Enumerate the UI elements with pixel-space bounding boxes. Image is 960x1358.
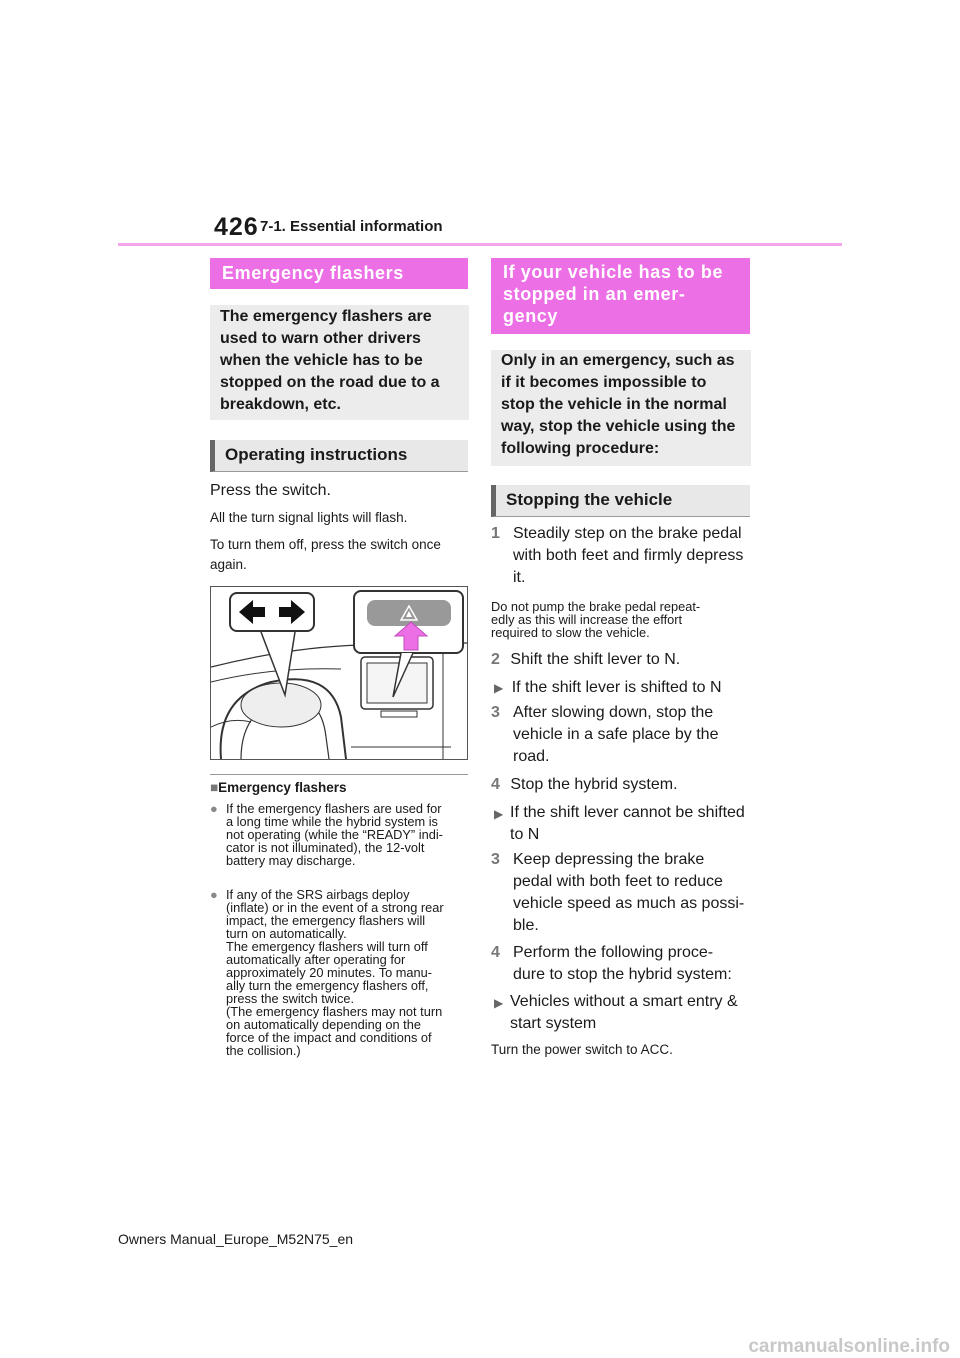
case-text: If the shift lever is shifted to N	[511, 679, 722, 696]
emergency-flashers-heading: Emergency flashers	[210, 258, 468, 289]
step-1	[491, 523, 753, 589]
press-switch-text: Press the switch.	[210, 482, 331, 499]
step-line: road.	[513, 748, 550, 765]
note-line: the collision.)	[226, 1043, 301, 1058]
case-cannot-shift	[494, 802, 756, 846]
section-title: 7-1. Essential information	[260, 218, 443, 235]
intro-line: Only in an emergency, such as	[501, 352, 735, 369]
note-line: ally turn the emergency flashers off,	[226, 978, 429, 993]
turn-off-line: To turn them off, press the switch once	[210, 537, 441, 552]
heading-line: If your vehicle has to be	[503, 262, 724, 282]
note-line: (The emergency flashers may not turn	[226, 1004, 443, 1019]
step-line: vehicle in a safe place by the	[513, 726, 719, 743]
note-line: approximately 20 minutes. To manu-	[226, 965, 433, 980]
page-number: 426	[214, 213, 259, 241]
square-bullet-icon: ■	[210, 780, 219, 795]
dashboard-illustration	[210, 586, 468, 760]
note-line: cator is not illuminated), the 12-volt	[226, 840, 425, 855]
note-line: not operating (while the “READY” indi-	[226, 827, 443, 842]
note-line: automatically after operating for	[226, 952, 406, 967]
triangle-bullet-icon: ▶	[494, 681, 504, 695]
flash-text: All the turn signal lights will flash.	[210, 510, 408, 525]
note-line: If any of the SRS airbags deploy	[226, 887, 410, 902]
step-line: pedal with both feet to reduce	[513, 873, 723, 890]
step-4a	[491, 774, 678, 796]
callout-pointers	[211, 587, 467, 759]
triangle-bullet-icon: ▶	[494, 807, 504, 821]
triangle-bullet-icon: ▶	[494, 996, 504, 1010]
note-title-text: Emergency flashers	[218, 780, 347, 795]
step-number: 4	[491, 776, 500, 793]
intro-line: breakdown, etc.	[220, 396, 341, 413]
heading-line: stopped in an emer-	[503, 284, 686, 304]
step-3b	[491, 849, 753, 937]
watermark: carmanualsonline.info	[748, 1336, 950, 1357]
heading-line: gency	[503, 306, 559, 326]
note-line: impact, the emergency flashers will	[226, 913, 426, 928]
note-line: on automatically depending on the	[226, 1017, 421, 1032]
step-line: Keep depressing the brake	[513, 851, 705, 868]
intro-line: The emergency flashers are	[220, 308, 432, 325]
note-line: turn on automatically.	[226, 926, 347, 941]
note-line: a long time while the hybrid system is	[226, 814, 438, 829]
note-title	[210, 780, 346, 795]
note-line: If the emergency flashers are used for	[226, 801, 442, 816]
intro-line: way, stop the vehicle using the	[501, 418, 736, 435]
note-line: Do not pump the brake pedal repeat-	[491, 599, 701, 614]
intro-line: stopped on the road due to a	[220, 374, 440, 391]
case-line: start system	[510, 1015, 597, 1032]
stopping-vehicle-heading: Stopping the vehicle	[491, 485, 750, 517]
note-line: edly as this will increase the effort	[491, 612, 683, 627]
step-line: dure to stop the hybrid system:	[513, 966, 732, 983]
case-line: If the shift lever cannot be shifted	[510, 804, 745, 821]
turn-off-line: again.	[210, 557, 247, 572]
intro-line: if it becomes impossible to	[501, 374, 707, 391]
step-number: 2	[491, 651, 500, 668]
case-line: Vehicles without a smart entry &	[510, 993, 738, 1010]
intro-line: used to warn other drivers	[220, 330, 421, 347]
acc-instruction: Turn the power switch to ACC.	[491, 1042, 673, 1057]
note-line: force of the impact and conditions of	[226, 1030, 432, 1045]
turn-off-text	[210, 535, 441, 575]
step-number: 3	[491, 851, 500, 868]
circle-bullet-icon: ●	[210, 887, 218, 902]
step-line: Steadily step on the brake pedal	[513, 525, 742, 542]
step-line: with both feet and firmly depress	[513, 547, 744, 564]
step-number: 3	[491, 704, 500, 721]
note-line: (inflate) or in the event of a strong rear	[226, 900, 444, 915]
step-line: Perform the following proce-	[513, 944, 714, 961]
step-line: After slowing down, stop the	[513, 704, 714, 721]
emergency-flashers-intro	[210, 305, 469, 420]
note-line: required to slow the vehicle.	[491, 625, 650, 640]
step-number: 4	[491, 944, 500, 961]
step-text: Shift the shift lever to N.	[510, 651, 681, 668]
intro-line: stop the vehicle in the normal	[501, 396, 727, 413]
note-divider	[210, 774, 468, 775]
circle-bullet-icon: ●	[210, 801, 218, 816]
header-rule	[118, 243, 842, 246]
step-line: ble.	[513, 917, 539, 934]
step-number: 1	[491, 525, 500, 542]
footer-manual-name: Owners Manual_Europe_M52N75_en	[118, 1231, 354, 1247]
case-shifted-to-n	[494, 677, 722, 699]
step-text: Stop the hybrid system.	[510, 776, 678, 793]
step-line: it.	[513, 569, 526, 586]
intro-line: following procedure:	[501, 440, 660, 457]
step-3a	[491, 702, 753, 768]
note-line: The emergency flashers will turn off	[226, 939, 428, 954]
emergency-stop-heading	[491, 258, 750, 334]
intro-line: when the vehicle has to be	[220, 352, 423, 369]
note-item-2	[210, 888, 470, 1057]
case-line: to N	[510, 826, 540, 843]
step-1-note	[491, 600, 700, 639]
note-item-1	[210, 802, 470, 867]
note-line: press the switch twice.	[226, 991, 355, 1006]
step-2	[491, 649, 680, 671]
step-4b	[491, 942, 753, 986]
emergency-stop-intro	[491, 350, 751, 466]
operating-instructions-heading: Operating instructions	[210, 440, 468, 472]
step-line: vehicle speed as much as possi-	[513, 895, 745, 912]
note-line: battery may discharge.	[226, 853, 356, 868]
case-no-smart-entry	[494, 991, 756, 1035]
